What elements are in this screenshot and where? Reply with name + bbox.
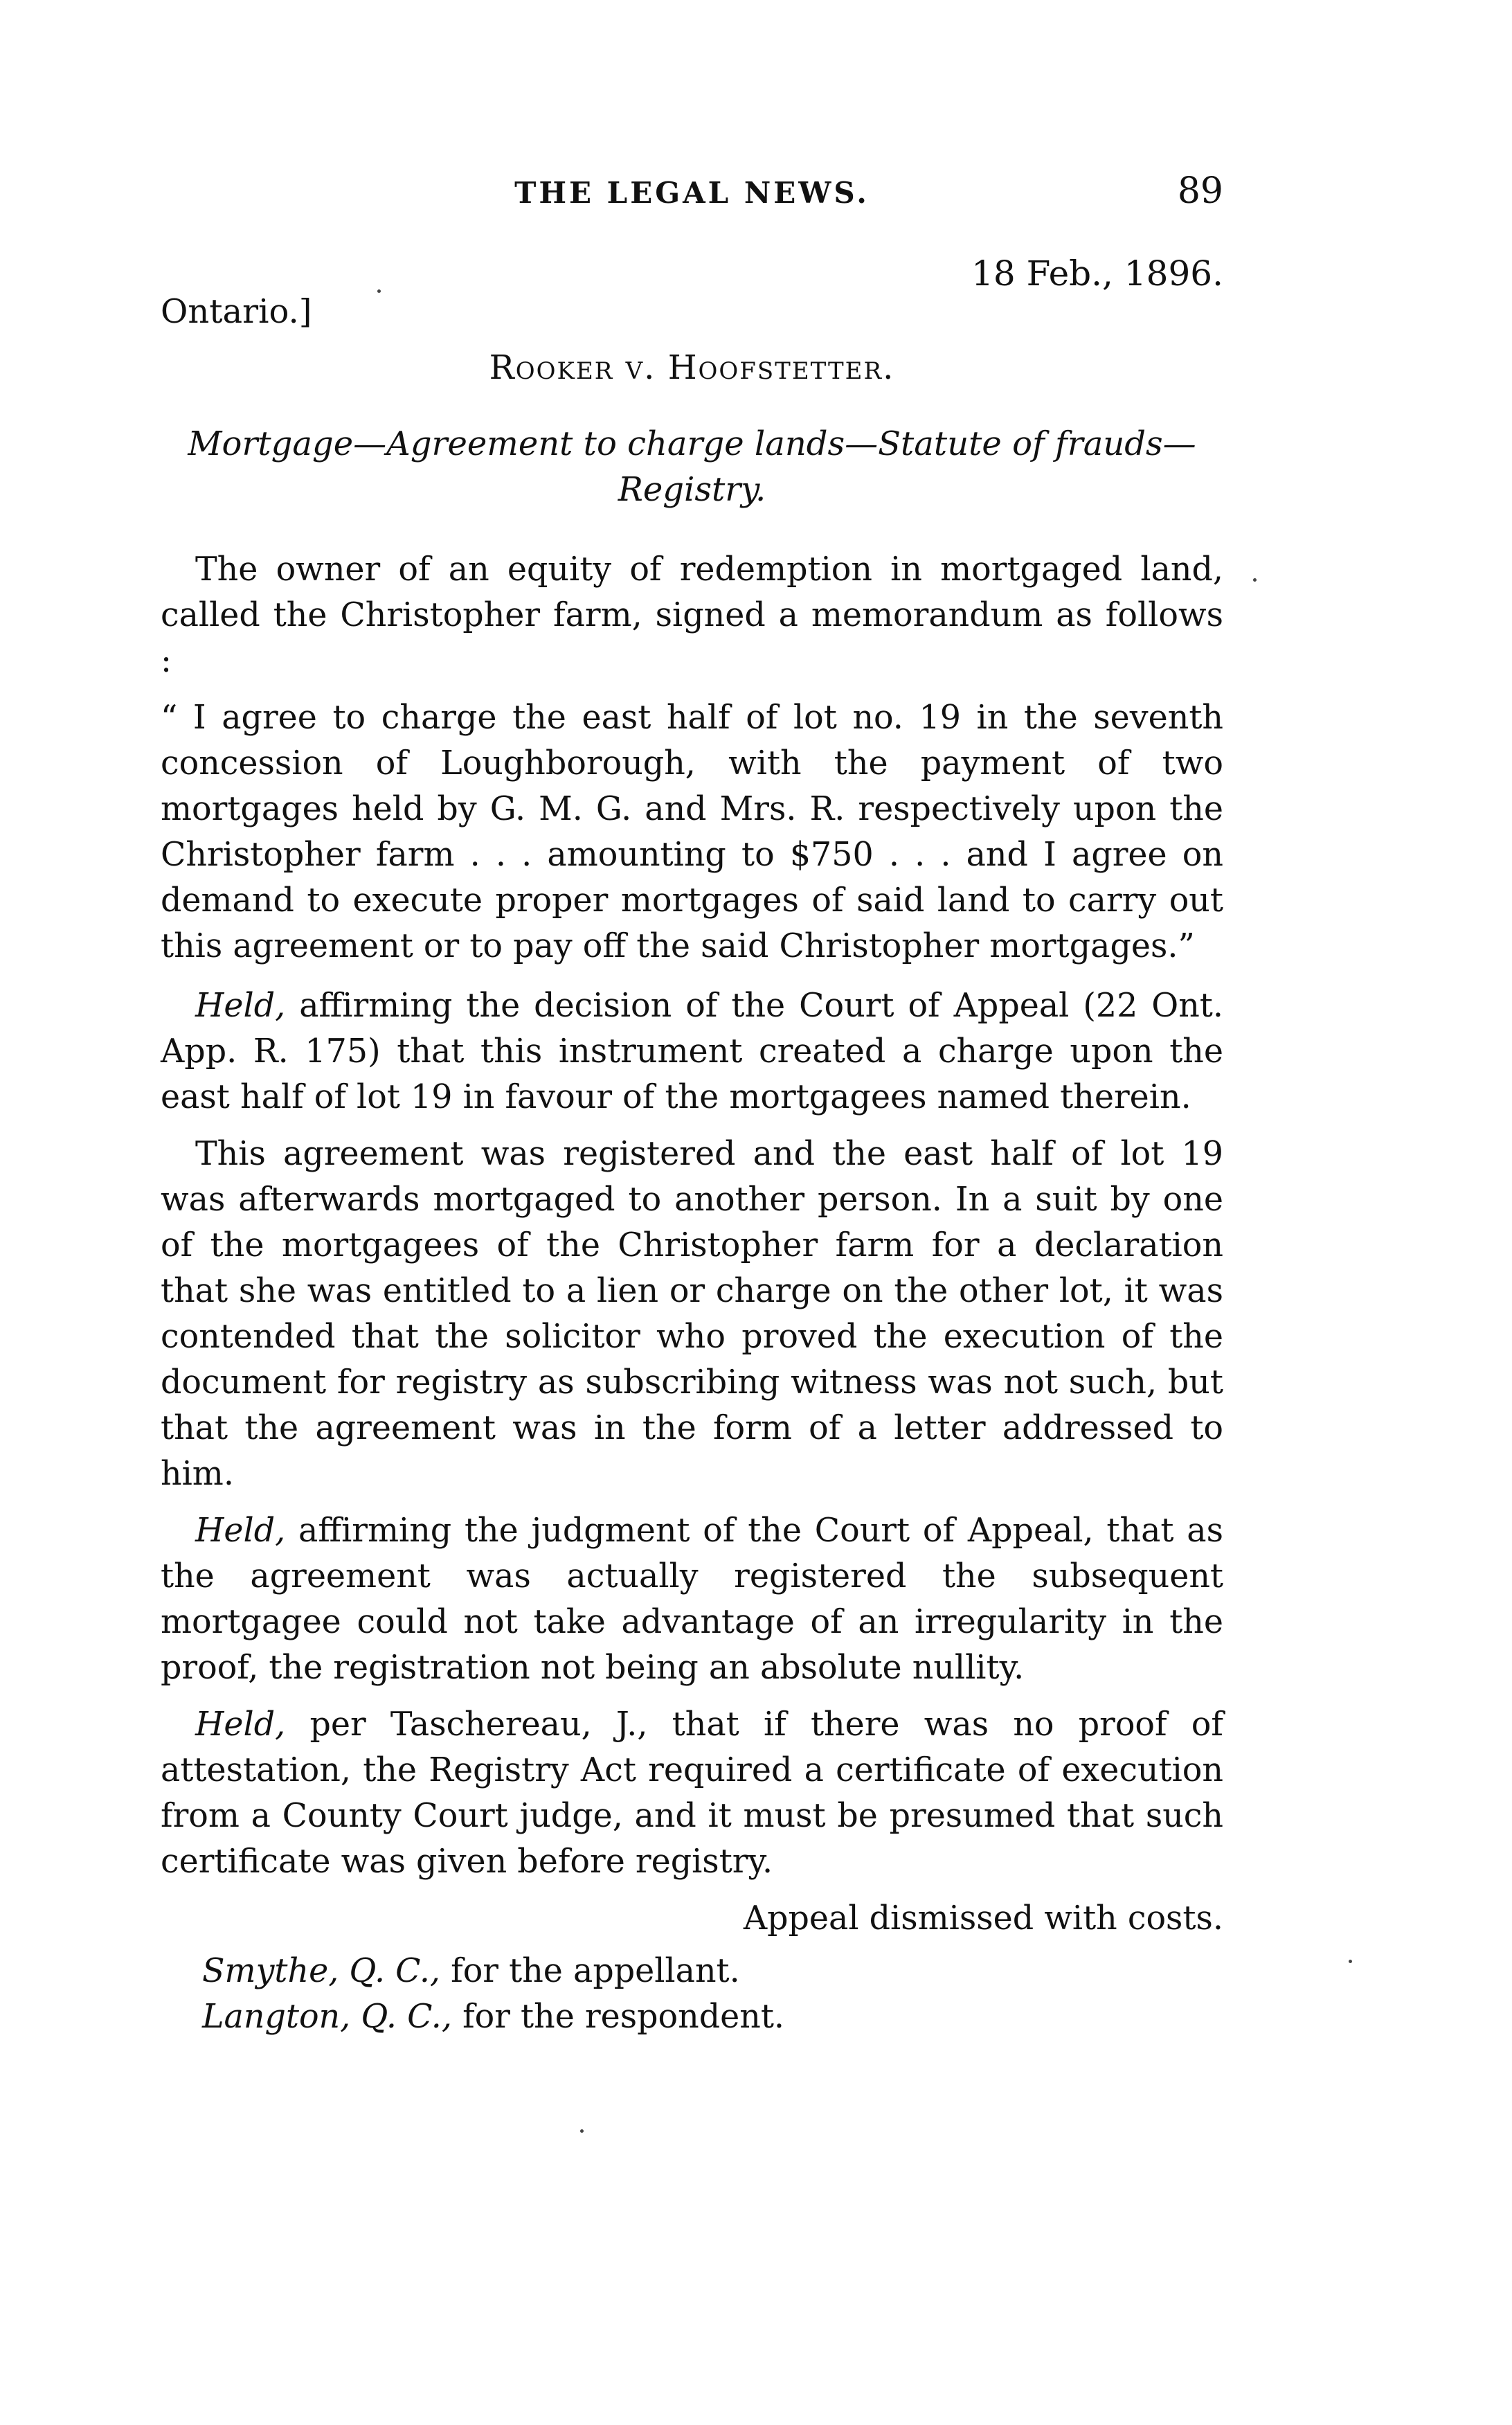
paragraph-lead: Held, [195, 987, 286, 1025]
paragraph-text: affirming the judgment of the Court of Appeal, that as the agreement was actually registered the subsequent mortgagee could not take advantage of an irregularity in the proof, the registration not being an absolute nullity. [161, 1512, 1223, 1687]
paragraph-text: per Taschereau, J., that if there was no proof of attestation, the Registry Act required a certificate of execution from a County Court judge, and it must be presumed that such certificate was given before registry. [161, 1706, 1223, 1881]
court-name: Ontario.] [161, 292, 312, 331]
counsel-role: for the appellant. [440, 1952, 740, 1990]
headnote-body [161, 547, 1223, 2040]
paragraph-text: This agreement was registered and the east half of lot 19 was afterwards mortgaged to another person. In a suit by one of the mortgagees of the Christopher farm for a declaration that she was entitled to a lien or charge on the other lot, it was contended that the solicitor who proved the execution of the document for registry as subscribing witness was not such, but that the agreement was in the form of a letter addressed to him. [161, 1135, 1223, 1493]
paragraph-text: “ I agree to charge the east half of lot no. 19 in the seventh concession of Loughborough, with the payment of two mortgages held by G. M. G. and Mrs. R. respectively upon the Christopher farm . . . amounting to $750 . . . and I agree on demand to execute proper mortgages of said land to carry out this agreement or to pay off the said Christopher mortgages.” [161, 699, 1223, 965]
paragraph [161, 983, 1223, 1120]
paragraph [161, 547, 1223, 684]
headnote-topic: Mortgage—Agreement to charge lands—Statute of frauds—Registry. [188, 424, 1196, 509]
quoted-memorandum [161, 695, 1223, 969]
running-head [161, 170, 1223, 219]
print-speck [1253, 578, 1257, 582]
disposition: Appeal dismissed with costs. [743, 1899, 1223, 1938]
counsel-name: Smythe, Q. C., [202, 1952, 441, 1990]
counsel-respondent [161, 1994, 1223, 2040]
page-number: 89 [1177, 170, 1223, 212]
court-date-line [161, 253, 1223, 337]
decision-date: 18 Feb., 1896. [971, 253, 1223, 294]
paragraph-text: affirming the decision of the Court of Appeal (22 Ont. App. R. 175) that this instrument created a charge upon the east half of lot 19 in favour of the mortgagees named therein. [161, 987, 1223, 1116]
case-name: Rooker v. Hoofstetter. [489, 348, 895, 387]
running-title: THE LEGAL NEWS. [514, 176, 870, 210]
print-speck [1349, 1960, 1352, 1963]
counsel-name: Langton, Q. C., [202, 1998, 452, 2036]
paragraph [161, 1131, 1223, 1497]
paragraph-text: The owner of an equity of redemption in mortgaged land, called the Christopher farm, signed a memorandum as follows : [161, 551, 1223, 680]
counsel-role: for the respondent. [451, 1998, 785, 2036]
print-speck [580, 2129, 584, 2133]
print-speck [377, 289, 381, 293]
paragraph-lead: Held, [195, 1512, 286, 1550]
counsel-appellant [161, 1949, 1223, 1994]
paragraph [161, 1508, 1223, 1691]
paragraph [161, 1702, 1223, 1885]
paragraph-lead: Held, [195, 1706, 286, 1744]
